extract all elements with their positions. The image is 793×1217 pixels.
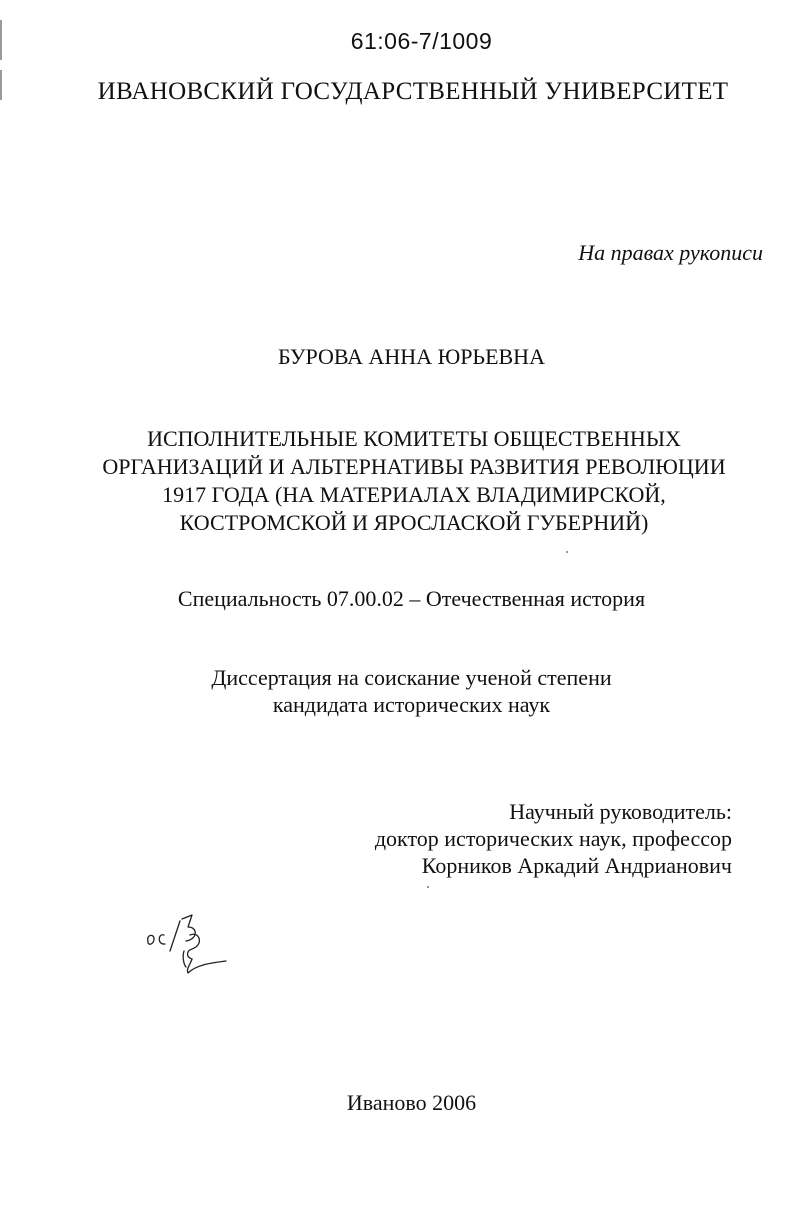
dissertation-title bbox=[0, 425, 793, 537]
supervisor-name: Корников Аркадий Андрианович bbox=[421, 853, 732, 878]
speciality: Специальность 07.00.02 – Отечественная история bbox=[177, 586, 646, 611]
title-line: ИСПОЛНИТЕЛЬНЫЕ КОМИТЕТЫ ОБЩЕСТВЕННЫХ bbox=[147, 426, 681, 451]
title-line: КОСТРОМСКОЙ И ЯРОСЛАСКОЙ ГУБЕРНИЙ) bbox=[179, 510, 649, 535]
degree-line: кандидата исторических наук bbox=[272, 692, 551, 717]
supervisor-degree: доктор исторических наук, профессор bbox=[374, 826, 732, 851]
city-year: Иваново 2006 bbox=[346, 1090, 477, 1115]
title-line: 1917 ГОДА (НА МАТЕРИАЛАХ ВЛАДИМИРСКОЙ, bbox=[162, 482, 666, 507]
supervisor-label: Научный руководитель: bbox=[509, 799, 732, 824]
university-name: ИВАНОВСКИЙ ГОСУДАРСТВЕННЫЙ УНИВЕРСИТЕТ bbox=[97, 78, 729, 105]
manuscript-note: На правах рукописи bbox=[578, 240, 763, 265]
degree-line: Диссертация на соискание ученой степени bbox=[211, 665, 612, 690]
author-name: БУРОВА АННА ЮРЬЕВНА bbox=[278, 344, 545, 369]
handwritten-signature bbox=[140, 905, 235, 980]
title-line: ОРГАНИЗАЦИЙ И АЛЬТЕРНАТИВЫ РАЗВИТИЯ РЕВОЛЮЦИИ bbox=[102, 454, 726, 479]
scan-speck bbox=[566, 551, 568, 553]
supervisor-block bbox=[375, 798, 732, 879]
degree-statement bbox=[0, 664, 793, 718]
scan-speck bbox=[427, 886, 429, 888]
archive-code: 61:06-7/1009 bbox=[350, 28, 493, 54]
